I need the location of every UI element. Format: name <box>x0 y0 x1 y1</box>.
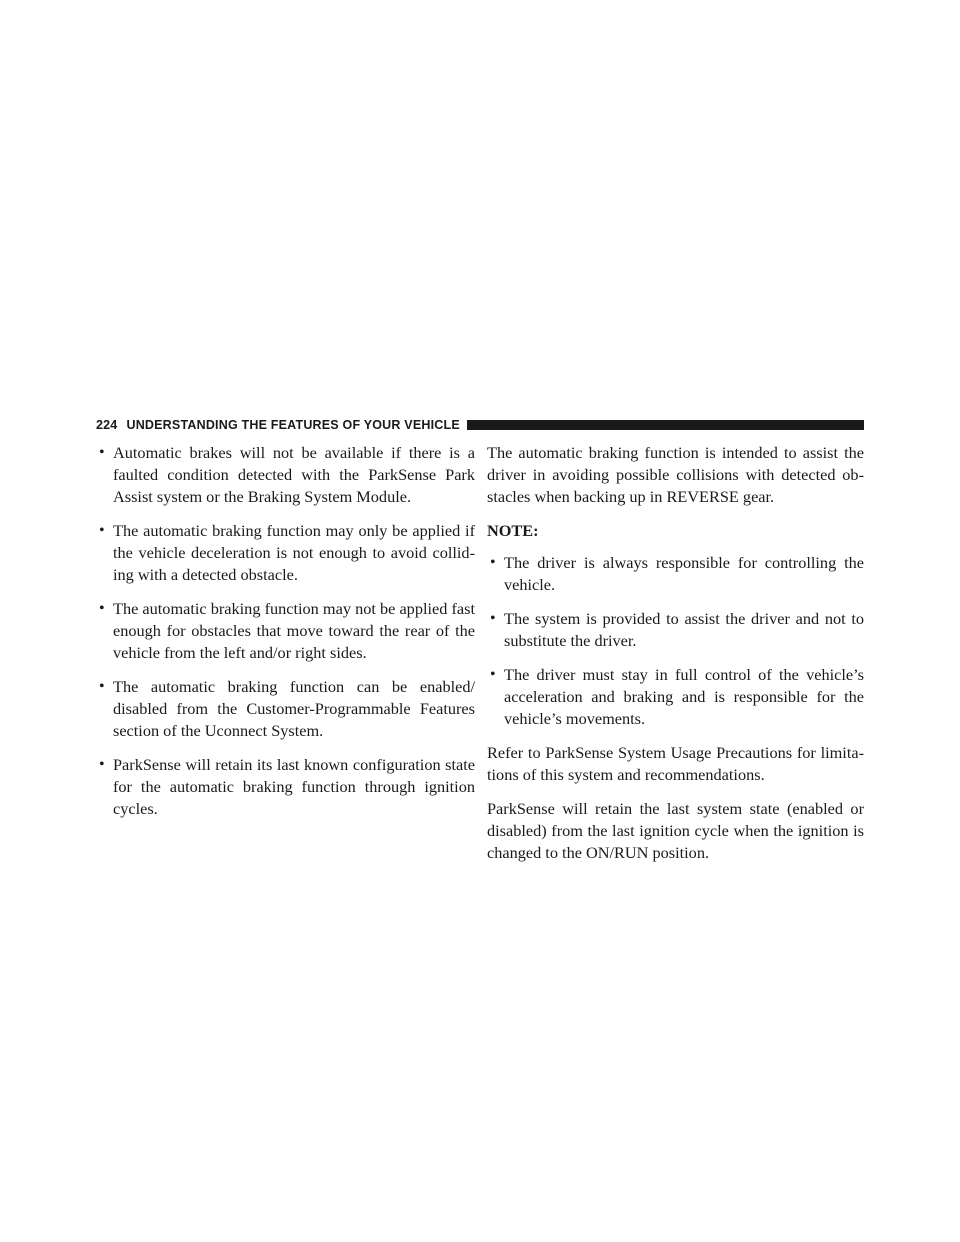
precautions-paragraph: Refer to ParkSense System Usage Precautions for limita-tions of this system and recommendations. <box>487 743 864 784</box>
section-title: UNDERSTANDING THE FEATURES OF YOUR VEHICLE <box>126 418 460 432</box>
note-bullet-list <box>487 552 864 730</box>
list-item <box>487 664 864 730</box>
list-item <box>96 598 475 664</box>
list-item <box>96 442 475 508</box>
bullet-icon: • <box>99 522 105 539</box>
list-item <box>96 676 475 742</box>
list-item <box>487 552 864 596</box>
list-item-text: The system is provided to assist the driver and not to substitute the driver. <box>504 609 864 650</box>
page-header <box>96 418 864 432</box>
header-rule <box>467 420 864 430</box>
list-item-text: Automatic brakes will not be available if there is a faulted condition detected with the ParkSense Park Assist system or the Braking System Module. <box>113 443 475 506</box>
note-label: NOTE: <box>487 521 539 540</box>
list-item-text: The driver must stay in full control of the vehicle’s acceleration and braking and is responsible for the vehicle’s movements. <box>504 665 864 728</box>
bullet-icon: • <box>490 610 496 627</box>
retain-state-paragraph: ParkSense will retain the last system state (enabled or disabled) from the last ignition cycle when the ignition is changed to the ON/RUN position. <box>487 799 864 862</box>
list-item <box>96 520 475 586</box>
bullet-icon: • <box>99 444 105 461</box>
bullet-icon: • <box>490 554 496 571</box>
left-column <box>96 442 475 832</box>
list-item-text: The automatic braking function can be enabled/ disabled from the Customer-Programmable Features section of the Uconnect System. <box>113 677 475 740</box>
list-item-text: The driver is always responsible for controlling the vehicle. <box>504 553 864 594</box>
list-item-text: The automatic braking function may only be applied if the vehicle deceleration is not enough to avoid collid-ing with a detected obstacle. <box>113 521 475 584</box>
bullet-icon: • <box>99 756 105 773</box>
list-item-text: The automatic braking function may not be applied fast enough for obstacles that move toward the rear of the vehicle from the left and/or right sides. <box>113 599 475 662</box>
page-number: 224 <box>96 418 118 432</box>
bullet-list <box>96 442 475 820</box>
right-column <box>487 442 864 876</box>
bullet-icon: • <box>99 678 105 695</box>
list-item <box>487 608 864 652</box>
bullet-icon: • <box>490 666 496 683</box>
list-item-text: ParkSense will retain its last known configuration state for the automatic braking function through ignition cycles. <box>113 755 475 818</box>
intro-paragraph: The automatic braking function is intended to assist the driver in avoiding possible collisions with detected ob-stacles when backing up in REVERSE gear. <box>487 443 864 506</box>
list-item <box>96 754 475 820</box>
bullet-icon: • <box>99 600 105 617</box>
